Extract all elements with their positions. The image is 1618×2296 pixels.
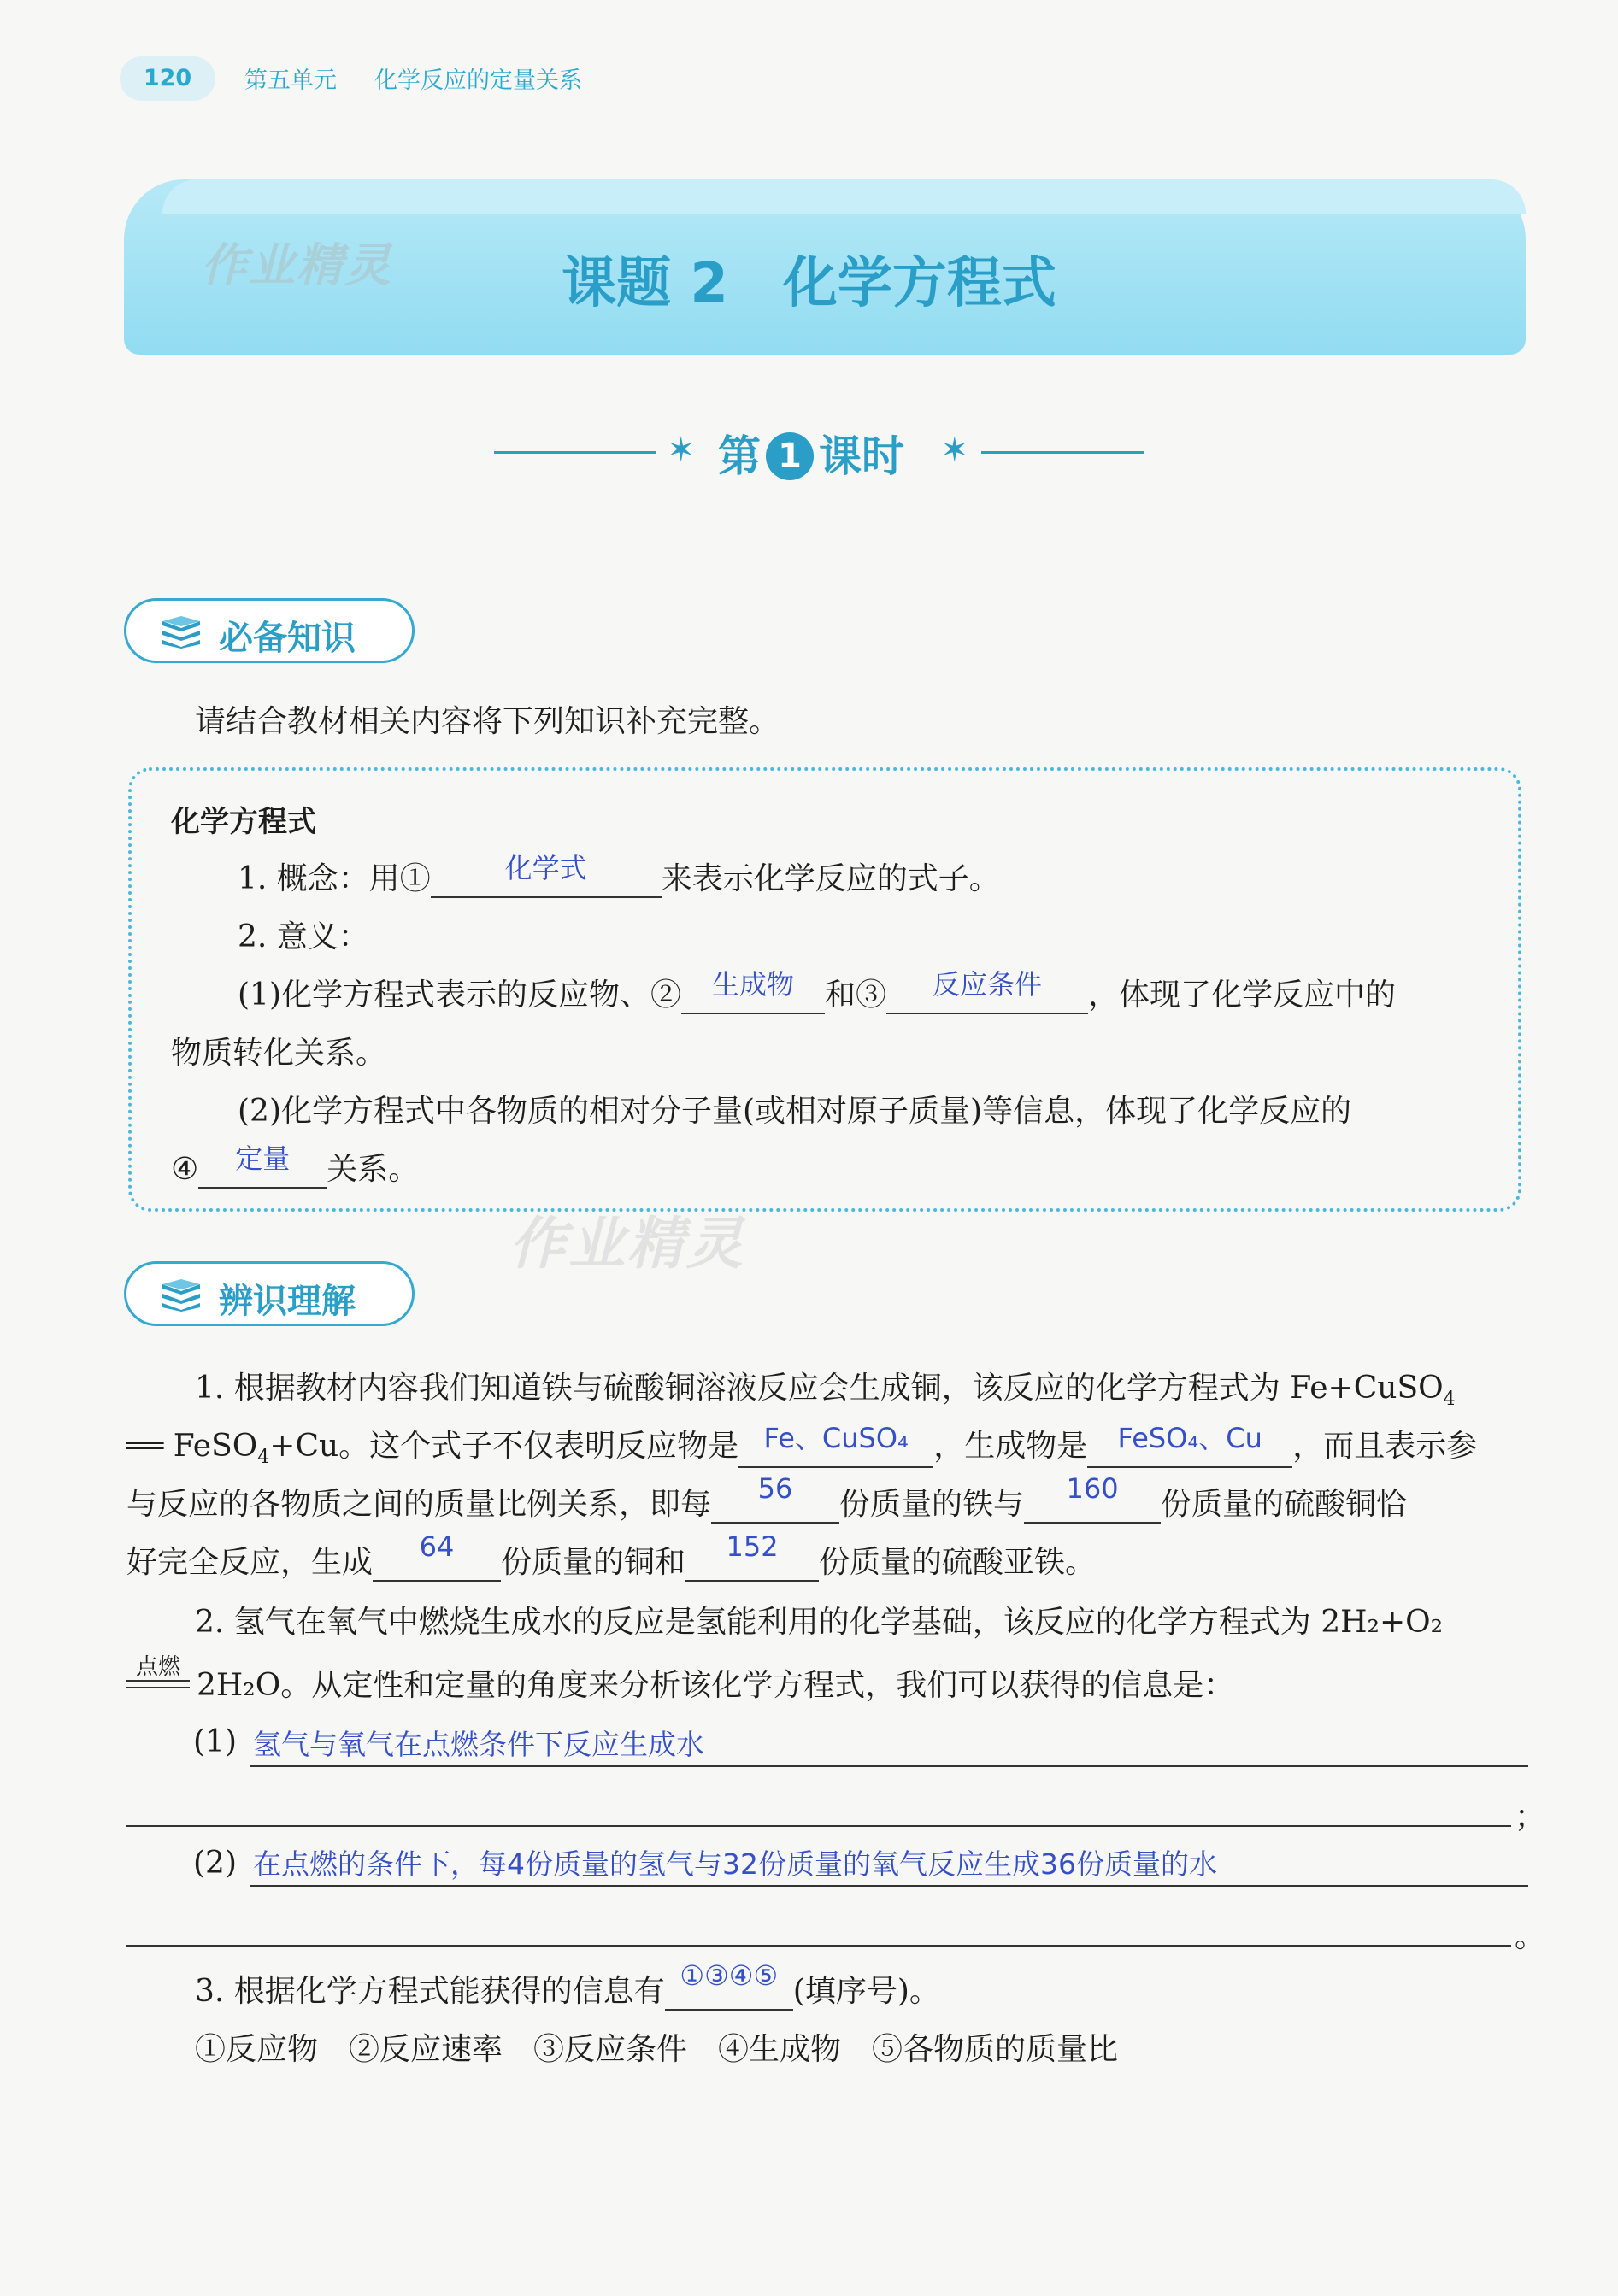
section-label: 辨识理解	[219, 1282, 356, 1321]
brand-watermark-2: 作业精灵	[509, 1211, 745, 1277]
q1-text: 份质量的硫酸铜恰	[1161, 1487, 1408, 1522]
answer-cuso4: 160	[1066, 1472, 1119, 1505]
section-badge-essential-knowledge	[124, 598, 415, 663]
q2-item-2-end: 。	[1515, 1919, 1546, 1954]
answer-2: 生成物	[711, 968, 794, 1001]
answer-line	[250, 1765, 1528, 1767]
answer-3: 反应条件	[933, 968, 1043, 1001]
q3-text: (填序号)。	[792, 1974, 940, 2009]
answer-blank-3	[886, 968, 1088, 1014]
books-icon	[159, 616, 203, 649]
q1-line-3	[126, 1472, 1408, 1524]
meaning-line-1-cont: 物质转化关系。	[171, 1036, 387, 1071]
q2-line-2: 2H₂O。从定性和定量的角度来分析该化学方程式，我们可以获得的信息是：	[197, 1668, 1235, 1703]
meaning-heading: 2. 意义：	[238, 919, 369, 954]
q1-line-1	[195, 1364, 1456, 1410]
concept-line	[238, 854, 1000, 898]
section-label: 必备知识	[219, 619, 356, 658]
q1-text: 份质量的硫酸亚铁。	[819, 1545, 1097, 1580]
section-badge-identification	[124, 1261, 415, 1326]
reaction-condition: 点燃	[135, 1654, 180, 1680]
answer-blank-2	[681, 968, 825, 1014]
q2-item-1-label: (1)	[193, 1724, 237, 1759]
meaning-2-suffix: 关系。	[327, 1152, 420, 1187]
answer-feso4: 152	[726, 1530, 779, 1563]
meaning-1-suffix: ，体现了化学反应中的	[1088, 978, 1397, 1013]
answer-fe: 56	[757, 1472, 793, 1505]
q1-text: 与反应的各物质之间的质量比例关系，即每	[126, 1487, 712, 1522]
q1-text: 1. 根据教材内容我们知道铁与硫酸铜溶液反应会生成铜，该反应的化学方程式为 Fe+CuSO	[195, 1371, 1444, 1406]
books-icon	[159, 1279, 203, 1312]
meaning-line-2-cont	[171, 1142, 420, 1189]
box-title: 化学方程式	[171, 805, 316, 839]
q3-options: ①反应物 ②反应速率 ③反应条件 ④生成物 ⑤各物质的质量比	[195, 2032, 1119, 2067]
page-number: 120	[120, 56, 215, 101]
q1-line-2	[126, 1422, 1477, 1468]
concept-suffix: 来表示化学反应的式子。	[661, 861, 1000, 896]
answer-blank-products	[1087, 1422, 1292, 1468]
lesson-divider	[0, 419, 1618, 487]
answer-line	[250, 1885, 1528, 1887]
lesson-suffix: 课时	[819, 432, 904, 481]
meaning-line-2: (2)化学方程式中各物质的相对分子量(或相对原子质量)等信息，体现了化学反应的	[238, 1094, 1352, 1129]
lesson-title	[718, 422, 904, 484]
answer-blank-fe	[711, 1472, 839, 1524]
meaning-1-mid: 和③	[825, 978, 887, 1013]
meaning-line-1	[238, 968, 1397, 1014]
q3-line	[195, 1959, 940, 2011]
title-banner-highlight	[162, 179, 1526, 214]
q3-text: 3. 根据化学方程式能获得的信息有	[195, 1974, 665, 2009]
answer-blank-cu	[373, 1530, 501, 1582]
q1-text: 份质量的铜和	[501, 1545, 686, 1580]
brand-watermark: 作业精灵	[201, 238, 392, 292]
equation-bar-top	[126, 1680, 190, 1682]
page-title: 课题 2 化学方程式	[562, 252, 1056, 315]
q1-text: 好完全反应，生成	[126, 1545, 374, 1580]
q1-subscript: 4	[1443, 1389, 1456, 1411]
q2-item-2-label: (2)	[193, 1846, 237, 1881]
lesson-number: 1	[766, 432, 814, 480]
answer-blank-q3	[665, 1959, 793, 2011]
q2-line-1: 2. 氢气在氧气中燃烧生成水的反应是氢能利用的化学基础，该反应的化学方程式为 2H₂+O₂	[195, 1605, 1444, 1640]
q1-text: +Cu。这个式子不仅表明反应物是	[269, 1429, 739, 1464]
q1-line-4	[126, 1530, 1097, 1582]
chapter-label: 化学反应的定量关系	[374, 68, 582, 94]
lesson-prefix: 第	[718, 432, 761, 481]
answer-blank-feso4	[685, 1530, 819, 1582]
divider-line-right	[981, 451, 1144, 454]
q2-answer-1: 氢气与氧气在点燃条件下反应生成水	[253, 1728, 704, 1761]
q1-text: ，生成物是	[933, 1429, 1088, 1464]
concept-prefix: 1. 概念：用①	[238, 861, 431, 896]
equation-bar-bottom	[126, 1687, 190, 1688]
star-icon: ✶	[940, 431, 969, 470]
meaning-1-prefix: (1)化学方程式表示的反应物、②	[238, 978, 681, 1013]
instruction-text: 请结合教材相关内容将下列知识补充完整。	[195, 704, 780, 739]
answer-cu: 64	[419, 1530, 455, 1563]
answer-line	[126, 1825, 1511, 1827]
q2-item-1-end: ；	[1515, 1800, 1546, 1835]
answer-1: 化学式	[504, 852, 587, 884]
answer-q3: ①③④⑤	[680, 1959, 779, 1992]
answer-4: 定量	[235, 1142, 291, 1175]
unit-label: 第五单元	[244, 68, 337, 94]
q2-answer-2: 在点燃的条件下，每4份质量的氢气与32份质量的氧气反应生成36份质量的水	[253, 1847, 1217, 1881]
answer-blank-4	[198, 1142, 327, 1189]
q1-equation: ══ FeSO	[126, 1429, 258, 1464]
divider-line-left	[494, 451, 656, 454]
star-icon: ✶	[667, 431, 696, 470]
answer-blank-reactants	[738, 1422, 933, 1468]
answer-blank-cuso4	[1024, 1472, 1161, 1524]
q1-text: 份质量的铁与	[839, 1487, 1025, 1522]
answer-blank-1	[431, 852, 662, 898]
answer-products: FeSO₄、Cu	[1117, 1422, 1262, 1455]
q1-subscript: 4	[257, 1447, 270, 1469]
meaning-2-prefix: ④	[171, 1152, 199, 1187]
q1-text: ，而且表示参	[1292, 1429, 1478, 1464]
answer-reactants: Fe、CuSO₄	[763, 1422, 909, 1455]
answer-line	[126, 1945, 1511, 1947]
